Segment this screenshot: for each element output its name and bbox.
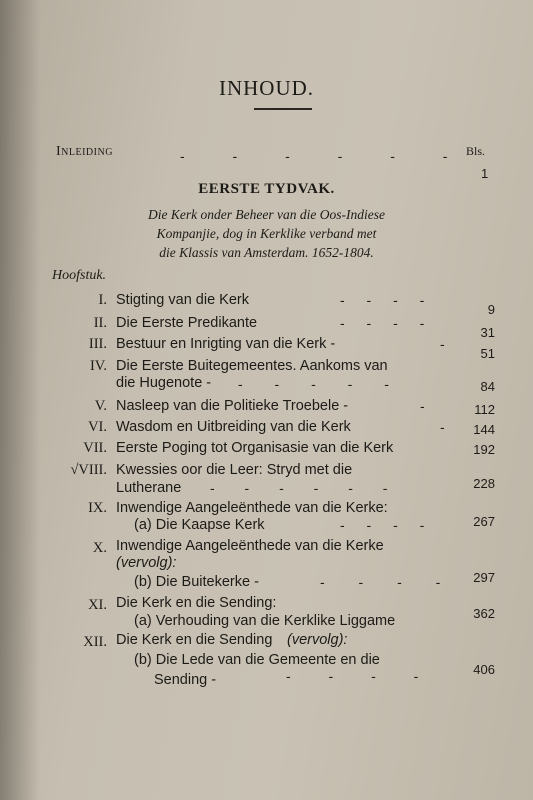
chapter-number: VII. [83,440,107,456]
leader-dashes: - [440,419,445,435]
page-number: 192 [473,442,495,457]
leader-dashes: - - - - [320,574,441,590]
chapter-number: XI. [88,597,107,613]
page-number: 297 [473,570,495,585]
page-number: 406 [473,662,495,677]
chapter-number: √VIII. [70,462,107,478]
chapter-title-vervolg: (vervolg): [116,555,177,571]
chapter-title: Die Kerk en die Sending [116,632,273,648]
chapter-title: Stigting van die Kerk [116,292,249,308]
chapter-number: IV. [89,358,107,374]
chapter-subtitle: (b) Die Lede van die Gemeente en die [134,652,380,668]
chapter-title: Die Kerk en die Sending: [116,595,277,611]
section-heading: EERSTE TYDVAK. [198,181,335,197]
page-number: 84 [480,379,495,394]
page-number: 228 [473,476,495,491]
page-gutter-shadow [0,0,40,800]
chapter-subtitle: (a) Verhouding van die Kerklike Liggame [134,613,396,629]
intro-dashes: - - - - - - [180,148,448,164]
leader-dashes: - - - - [340,292,425,308]
chapter-title: Inwendige Aangeleënthede van die Kerke: [116,500,388,516]
page-number: 51 [480,346,495,361]
intro-label: Inleiding [56,144,113,159]
chapter-subtitle-continued: Sending - [154,672,217,688]
chapter-title: Eerste Poging tot Organisasie van die Kerk [116,440,394,456]
leader-dashes: - - - - - - [210,480,388,496]
leader-dashes: - [420,398,425,414]
page-number: 144 [473,422,495,437]
bls-label: Bls. [466,144,486,158]
chapter-title: Die Eerste Buitegemeentes. Aankoms van [116,358,388,374]
chapter-number: X. [92,540,107,556]
page-number: 9 [487,302,495,317]
chapter-number: I. [98,292,107,308]
title-underline [254,108,312,110]
leader-dashes: - - - - [286,668,419,684]
page-number: 31 [480,325,495,340]
chapter-title-vervolg: (vervolg): [287,632,348,648]
leader-dashes: - - - - [340,315,425,331]
chapter-title: Bestuur en Inrigting van die Kerk - [116,336,336,352]
chapter-number: XII. [83,634,107,650]
section-intro-line-2: Kompanjie, dog in Kerklike verband met [156,226,377,241]
leader-dashes: - - - - - [238,376,389,392]
chapter-title-continued: die Hugenote - [116,375,212,391]
chapter-subtitle: (b) Die Buitekerke - [134,574,259,590]
page-number: 112 [474,402,495,417]
chapter-title: Inwendige Aangeleënthede van die Kerke [116,538,384,554]
chapter-title: Die Eerste Predikante [116,315,258,331]
leader-dashes: - - - - [340,517,425,533]
chapter-number: IX. [88,500,107,516]
chapter-number: III. [88,336,107,352]
hoofstuk-label: Hoofstuk. [52,268,107,283]
chapter-number: V. [94,398,107,414]
chapter-title: Kwessies oor die Leer: Stryd met die [116,462,353,478]
chapter-subtitle: (a) Die Kaapse Kerk [134,517,265,533]
chapter-number: VI. [88,419,107,435]
page-number: 362 [473,606,495,621]
chapter-title: Wasdom en Uitbreiding van die Kerk [116,419,351,435]
chapter-title: Nasleep van die Politieke Troebele - [116,398,349,414]
page-title: INHOUD. [218,76,315,100]
page-number: 267 [473,514,495,529]
chapter-number: II. [93,315,107,331]
chapter-title-continued: Lutherane [116,480,182,496]
section-intro-line-1: Die Kerk onder Beheer van die Oos-Indiese [148,207,385,222]
leader-dashes: - [440,336,445,352]
section-intro-line-3: die Klassis van Amsterdam. 1652-1804. [159,245,374,260]
intro-page: 1 [481,166,489,181]
